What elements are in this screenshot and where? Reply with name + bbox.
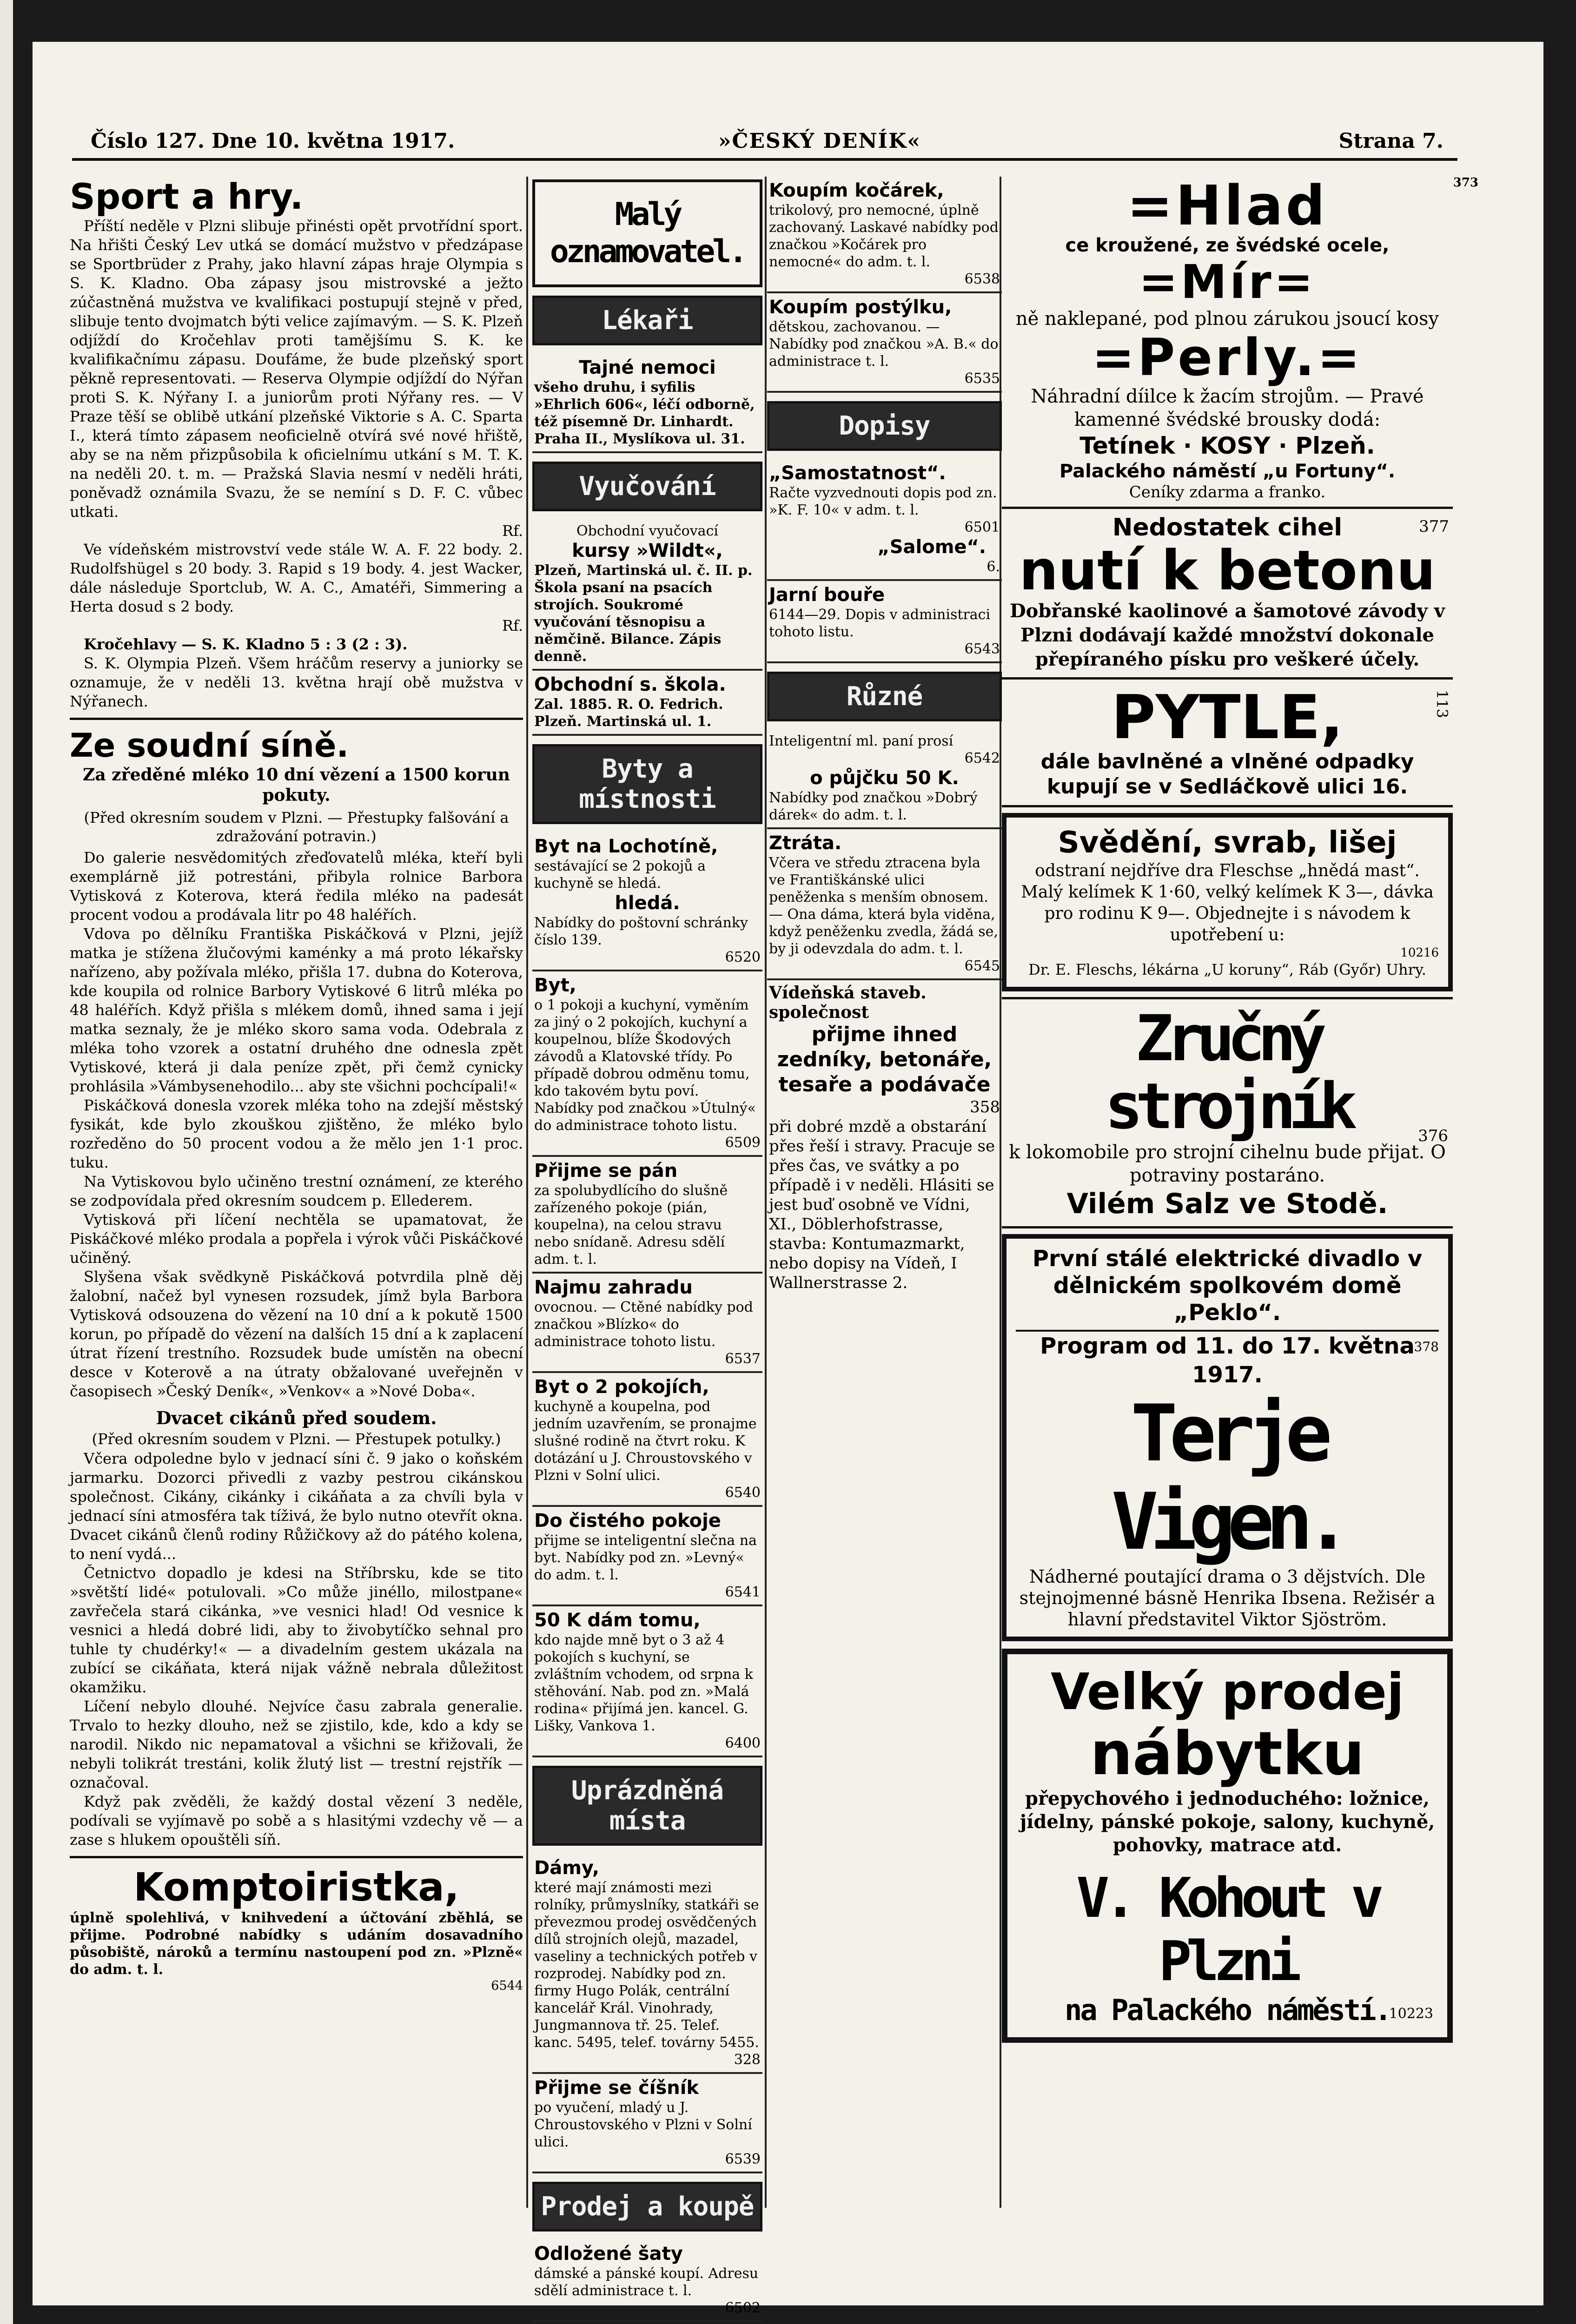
ad-text: Včera ve středu ztracena byla ve Františkánské ulici peněženka s menším obnosem. — Ona dáma, která byla viděna, když peněženku zvedla, žádá se, by ji odevzdala do adm. t. l. (769, 855, 998, 957)
ad-code: 328 (734, 2052, 761, 2068)
column-classifieds (532, 177, 762, 2316)
ad-title: Obchodní s. škola. (534, 674, 726, 695)
issue-date: Dne 10. května 1917. (212, 129, 455, 153)
column-classifieds-2 (767, 177, 1002, 2208)
ad-text: Nabídky do poštovní schránky číslo 139. (534, 915, 748, 948)
column-news (70, 177, 523, 2208)
ad-text: přijme se inteligentní slečna na byt. Nabídky pod zn. »Levný« do adm. t. l. (534, 1532, 757, 1583)
perly-heading: =Perly.= (1092, 328, 1363, 387)
ad-title: Koupím postýlku, (769, 297, 952, 318)
hlad-subtext: ce kroužené, ze švédské ocele, (1065, 235, 1390, 256)
ad-item (532, 2322, 762, 2324)
ad-item (532, 971, 762, 1157)
strojnik-heading: Zručný strojník (1105, 1002, 1350, 1143)
court-paragraph: Do galerie nesvědomitých zřeďovatelů mléka, kteří byli exemplárně již potrestáni, přibyla rolnice Barbora Vytisková z Koterova, která ředila mléko na padesát procent vodou a prodávala litr po 48 haléřích. (70, 849, 523, 924)
ad-code: 6539 (725, 2151, 761, 2167)
divider (1002, 805, 1453, 807)
ad-subtitle: Obchodní vyučovací (576, 523, 718, 539)
ad-item (532, 1157, 762, 1274)
svedeni-heading: Svědění, svrab, lišej (1058, 825, 1397, 860)
ad-code: 376 (1418, 1127, 1448, 1145)
ad-code: 358 (970, 1098, 1000, 1116)
ad-title: Dámy, (534, 1857, 600, 1879)
category-vyucovani: Vyučování (532, 462, 762, 511)
svedeni-text: odstraní nejdříve dra Fleschse „hnědá mast“. Malý kelímek K 1·60, velký kelímek K 3—, dávka pro rodinu K 9—. Objednejte i s návodem k upotřebení u: (1021, 861, 1434, 944)
ad-code: 6540 (725, 1485, 761, 1501)
ad-item (532, 354, 762, 453)
ad-title: Do čistého pokoje (534, 1510, 721, 1532)
terje-heading: Terje Vigen. (1111, 1388, 1344, 1567)
ad-title: o půjčku 50 K. (810, 767, 959, 789)
gypsy-paragraph: Včera odpoledne bylo v jednací síni č. 9 jako o koňském jarmarku. Dozorci přivedli z vazby pestrou cikánskou společnost. Cikány, cikánky i cikáňata a za chvíli byla v jednací síni atmosféra tak tíživá, že bylo nutno otevřít okna. Dvacet cikánů členů rodiny Růžičkovy až do pátého kolena, to není vydá... (70, 1450, 523, 1563)
ad-text: při dobré mzdě a obstarání přes řeší i stravy. Pracuje se přes čas, ve svátky a po případě i v neděli. Hlásiti se jest buď osobně ve Vídni, XI., Döblerhofstrasse, stavba: Kontumazmarkt, nebo dopisy na Vídeň, I Wallnerstrasse 2. (769, 1117, 995, 1292)
ad-text: kdo najde mně byt o 3 až 4 pokojích s kuchyní, se zvláštním vchodem, od srpna k stěhování. Nab. pod zn. »Malá rodina« přijímá jen. kancel. G. Lišky, Vankova 1. (534, 1632, 753, 1734)
program-dates: Program od 11. do 17. května 1917. (1040, 1333, 1415, 1388)
signature: Rf. (502, 522, 523, 540)
ad-item (532, 1373, 762, 1507)
sport-result: Kročehlavy — S. K. Kladno 5 : 3 (2 : 3). (84, 635, 408, 653)
ad-title: kursy »Wildt«, (572, 540, 723, 561)
svedeni-ad (1002, 813, 1453, 991)
ad-code: 6537 (725, 1351, 761, 1367)
court-paragraph: Vdova po dělníku Františka Piskáčková v Plzni, jejíž matka je stížena žlučovými kaménky a má proto lékařsky nařízeno, aby požívala mléko, přišla 17. dubna do Koterova, kde koupila od rolnice Barbory Vytiskové 6 litrů mléka po 48 haléřích. Když přišla s mlékem domů, ihned sama i její matka seznaly, že je mléko skoro sama voda. Odebrala z mléka toho vzorek a ostatní druhého dne odnesla zpět Vytiskové, která ji dala peníze zpět, při čemž cynicky prohlásila »Vámbysenehodilo... aby ste všichni pochcípali!« (70, 925, 523, 1095)
ad-text: po vyučení, mladý u J. Chroustovského v Plzni v Solní ulici. (534, 2100, 752, 2150)
divadlo-title: První stálé elektrické divadlo v dělnickém spolkovém domě „Peklo“. (1016, 1245, 1439, 1332)
betonu-heading: nutí k betonu (1019, 538, 1436, 602)
beton-text: Dobřanské kaolinové a šamotové závody v Plzni dodávají každé množství dokonale přepíraného písku pro veškeré účely. (1009, 600, 1445, 670)
terje-text: Nádherné poutající drama o 3 dějstvích. Dle stejnojmenné básně Henrika Ibsena. Režisér a hlavní představitel Viktor Sjöström. (1019, 1566, 1436, 1630)
ad-code: 6535 (964, 370, 1000, 387)
ad-text: Nabídky pod značkou »Dobrý dárek« do adm. t. l. (769, 790, 978, 823)
divider (1002, 1226, 1453, 1228)
ad-item (532, 832, 762, 971)
ad-item (767, 177, 1002, 293)
sport-paragraph: S. K. Olympia Plzeň. Všem hráčům reservy a juniorky se oznamuje, že v neděli 13. května hrají obě mužstva v Nýřanech. (70, 654, 523, 710)
ad-item (767, 980, 1002, 1296)
newspaper-name: »ČESKÝ DENÍK« (718, 129, 921, 153)
ad-title: Ztráta. (769, 832, 842, 854)
category-byty: Byty a místnosti (532, 744, 762, 824)
ad-item (767, 581, 1002, 663)
perly-text: Náhradní díilce k žacím strojům. — Pravé kamenné švédské brousky dodá: (1031, 386, 1424, 430)
gypsy-note: (Před okresním soudem v Plzni. — Přestupek potulky.) (92, 1430, 501, 1448)
ad-text: sestávající se 2 pokojů a kuchyně se hledá. (534, 858, 706, 891)
divider (1002, 997, 1453, 999)
ad-text: Račte vyzvednouti dopis pod zn. »K. F. 10« v adm. t. l. (769, 485, 997, 518)
ad-code: 378 (1414, 1339, 1439, 1354)
tetinek-ceniky: Ceníky zdarma a franko. (1129, 483, 1326, 502)
divadlo-ad (1002, 1234, 1453, 1641)
nabytku-heading: nábytku (1090, 1719, 1364, 1789)
ad-title: Tajné nemoci (579, 357, 716, 378)
court-paragraph: Piskáčková donesla vzorek mléka toho na zdejší městský fysikát, kde bylo zkouškou zjištěno, že mléko bylo rozředěno do 50 procent vodou a že mělo jen 1·1 proc. tuku. (70, 1096, 523, 1171)
nedostatek-heading: Nedostatek cihel (1112, 514, 1343, 541)
ad-text: dětskou, zachovanou. — Nabídky pod značkou »A. B.« do administrace t. l. (769, 319, 999, 370)
ad-title: „Samostatnost“. (769, 462, 946, 484)
column-rule (765, 177, 767, 2208)
komptoiristka-text: úplně spolehlivá, v knihvedení a účtování zběhlá, se přijme. Podrobné nabídky s udáním dosavadního působiště, nároků a termínu nastoupení pod zn. »Plzně« do adm. t. l. (70, 1910, 523, 1978)
ad-code: 6543 (964, 641, 1000, 657)
court-paragraph: Vytisková při líčení nechtěla se upamatovat, že Piskáčkové mléko prodala a popřela i výrok vůči Piskáčkové učiněný. (70, 1211, 523, 1267)
nabytku-text: přepychového i jednoduchého: ložnice, jídelny, pánské pokoje, salony, kuchyně, pohovky, matrace atd. (1020, 1788, 1435, 1856)
tetinek-name: Tetínek · KOSY · Plzeň. (1079, 432, 1375, 459)
page-number: Strana 7. (1338, 129, 1444, 153)
ad-title: Byt, (534, 975, 576, 996)
tetinek-address: Palackého náměstí „u Fortuny“. (1059, 461, 1396, 482)
ad-item (532, 671, 762, 736)
ad-text: za spolubydlícího do slušně zařízeného pokoje (pián, koupelna), na celou stravu nebo snídaně. Adresu sdělí adm. t. l. (534, 1182, 728, 1268)
column-rule (526, 177, 528, 2208)
beton-ad (1002, 514, 1453, 672)
strojnik-text: k lokomobile pro strojní cihelnu bude přijat. O potraviny postaráno. (1009, 1142, 1446, 1186)
svedeni-address: Dr. E. Fleschs, lékárna „U koruny“, Ráb (Győr) Uhry. (1028, 961, 1426, 978)
classifieds-title: Malý oznamovatel. (532, 179, 762, 287)
ad-title: přijme ihned zedníky, betonáře, tesaře a podávače (777, 1023, 992, 1096)
issue-number: Číslo 127. (91, 129, 205, 153)
ad-title: Odložené šaty (534, 2243, 683, 2265)
ad-text: o 1 pokoji a kuchyní, vyměním za jiný o 2 pokojích, kuchyní a koupelnou, blíže Škodových závodů a Klatovské třídy. Po případě dobrou odměnu tomu, kdo takovém bytu poví. Nabídky pod značkou »Útulný« do administrace tohoto listu. (534, 997, 756, 1134)
ad-title: 50 K dám tomu, (534, 1610, 701, 1631)
ad-title: Přijme se pán (534, 1160, 678, 1182)
ad-code: 6542 (964, 750, 1000, 766)
ad-text: Inteligentní ml. paní prosí (769, 733, 954, 749)
ad-title: „Salome“. (877, 536, 986, 558)
ad-title: Jarní bouře (769, 584, 885, 606)
court-paragraph: Na Vytiskovou bylo učiněno trestní oznámení, ze kterého se zodpovídala před okresním soudcem p. Ellederem. (70, 1173, 523, 1209)
gypsy-paragraph: Líčení nebylo dlouhé. Nejvíce času zabrala generalie. Trvalo to hezky dlouho, než se zjistilo, kde, kdo a kdy se narodil. Nikdo nic nepamatoval a všichni se křižovali, že nebyli tolikrát trestáni, kolik žlutý list — trestní rejstřík — označoval. (70, 1697, 523, 1791)
ad-item (532, 1507, 762, 1606)
ad-text: Zal. 1885. R. O. Fedrich. Plzeň. Martinská ul. 1. (534, 696, 723, 730)
salz-name: Vilém Salz ve Stodě. (1066, 1188, 1388, 1220)
ad-title: hledá. (615, 892, 680, 914)
ad-item (532, 2240, 762, 2322)
signature: Rf. (502, 617, 523, 634)
ad-code: 113 (1433, 690, 1451, 719)
ad-item (767, 829, 1002, 980)
gypsy-paragraph: Když pak zvěděli, že každý dostal vězení 3 neděle, podívali se vyjímavě po sobě a s hlasitými vzdechy vě — a zase s hlukem opouštěli síň. (70, 1793, 523, 1849)
ad-text: trikolový, pro nemocné, úplně zachovaný. Laskavé nabídky pod značkou »Kočárek pro nemocné« do adm. t. l. (769, 202, 999, 270)
ad-code: 6400 (725, 1735, 761, 1751)
kohout-heading: V. Kohout v Plzni (1076, 1866, 1378, 1993)
ad-title: Najmu zahradu (534, 1277, 693, 1298)
ad-item (532, 520, 762, 671)
pytle-ad (1002, 682, 1453, 799)
ad-text: kuchyně a koupelna, pod jedním uzavřením, se pronajme slušné rodině na čtvrt roku. K dotázání u J. Chroustovského v Plzni v Solní ulici. (534, 1399, 757, 1484)
ad-code: 6544 (491, 1979, 523, 1993)
divider (1002, 677, 1453, 680)
category-ruzne: Různé (767, 672, 1002, 721)
sport-title: Sport a hry. (70, 176, 304, 217)
gypsy-title: Dvacet cikánů před soudem. (156, 1407, 437, 1428)
ad-text: všeho druhu, i syfilis »Ehrlich 606«, léčí odborně, též písemně Dr. Linhardt. Praha II., Myslíkova ul. 31. (534, 379, 755, 447)
gypsy-paragraph: Četnictvo dopadlo je kdesi na Stříbrsku, kde se tito »světští lidé« potulovali. »Co může jinéllo, milostpane« zavřečela stará cikánka, »ve vesnici hlad! Od vesnice k vesnici a hledá dobré lidi, aby to živobytíčko sehnal pro tuhle ty chudérky!« — a divadelním gestem ukázala na zubící se cikáňata, která nijak vážně nebrala důležitost okamžiku. (70, 1564, 523, 1696)
ad-code: 6509 (725, 1135, 761, 1151)
ad-code: 377 (1419, 517, 1449, 536)
ad-text: které mají známosti mezi rolníky, průmyslníky, statkáři se převezmou prodej osvědčených dílů strojních olejů, mazadel, vaseliny a technických potřeb v rozprodej. Nabídky pod zn. firmy Hugo Polák, centrální kancelář Král. Vinohrady, Jungmannova tř. 25. Telef. kanc. 5495, telef. továrny 5455. (534, 1880, 759, 2051)
ad-item (532, 1274, 762, 1373)
category-uprazdnena-mista: Uprázdněná místa (532, 1766, 762, 1846)
ad-title: Byt na Lochotíně, (534, 836, 718, 857)
ad-code: 6538 (964, 271, 1000, 287)
column-display-ads (1002, 173, 1453, 2208)
court-subtitle: Za zředěné mléko 10 dní vězení a 1500 korun pokuty. (83, 765, 510, 805)
ad-text: ovocnou. — Ctěné nabídky pod značkou »Blízko« do administrace tohoto listu. (534, 1299, 753, 1350)
kohout-address: na Palackého náměstí. (1065, 1993, 1390, 2027)
strojnik-ad (1002, 1002, 1453, 1221)
ad-title: Koupím kočárek, (769, 180, 944, 201)
ad-item (767, 459, 1002, 581)
page-corner-number: 373 (1453, 176, 1478, 190)
divider (70, 718, 523, 720)
page-header (72, 125, 1457, 161)
category-prodej-koupe: Prodej a koupě (532, 2182, 762, 2232)
sport-paragraph: Ve vídeňském mistrovství vede stále W. A. F. 22 body. 2. Rudolfshügel s 20 body. 3. Rapid s 19 body. 4. jest Wacker, dále následuje Sportclub, W. A. C., Amatéři, Simmering a Herta dosud s 2 body. (70, 541, 523, 615)
ad-item (767, 293, 1002, 393)
mir-subtext: ně naklepané, pod plnou zárukou jsoucí kosy (1015, 308, 1439, 330)
ad-code: 10223 (1389, 2006, 1433, 2022)
ad-text: dámské a pánské koupí. Adresu sdělí administrace t. l. (534, 2265, 759, 2299)
court-paragraph: Slyšena však svědkyně Piskáčková potvrdila plně děj žalobní, načež byl vynesen rozsudek, jímž byla Barbora Vytisková odsouzena do vězení na 10 dní a k pokutě 1500 korun, po případě do vězení na dalších 15 dní a k zaplacení útrat řízení trestního. Rozsudek bude umístěn na obecní desce v Koterově a na útraty obžalované uveřejněn v časopisech »Český Deník«, »Venkov« a »Nové Doba«. (70, 1268, 523, 1400)
ad-code: 6. (987, 559, 1000, 575)
hlad-heading: =Hlad (1126, 173, 1328, 238)
ad-text: Plzeň, Martinská ul. č. II. p. Škola psaní na psacích strojích. Soukromé vyučování těsnopisu a němčině. Bilance. Zápis denně. (534, 562, 753, 665)
court-title: Ze soudní síně. (70, 726, 349, 765)
ad-item (532, 2074, 762, 2173)
ad-code: 6501 (964, 519, 1000, 535)
ad-code: 6520 (725, 949, 761, 965)
divider (1002, 507, 1453, 509)
ad-code: 10216 (1400, 946, 1439, 960)
category-dopisy: Dopisy (767, 401, 1002, 451)
ad-item (767, 730, 1002, 829)
pytle-text: dále bavlněné a vlněné odpadky kupují se v Sedláčkově ulici 16. (1040, 750, 1414, 799)
ad-item (532, 1606, 762, 1757)
divider (70, 1856, 523, 1858)
ad-title: Vídeňská staveb. společnost (769, 983, 927, 1022)
ad-code: 6545 (964, 958, 1000, 974)
velky-heading: Velký prodej (1050, 1663, 1404, 1721)
scan-left-strip (0, 0, 13, 2324)
ad-code: 6502 (725, 2300, 761, 2316)
komptoiristka-title: Komptoiristka, (133, 1864, 459, 1910)
pytle-heading: PYTLE, (1111, 682, 1344, 753)
sport-paragraph: Příští neděle v Plzni slibuje přinésti opět prvotřídní sport. Na hřišti Český Lev utká se domácí mužstvo v předzápase se Sportbrüder z Prahy, jako hlavní zápas hraje Olympia s S. K. Kladno. Oba zápasy jsou mistrovské a ježto zúčastněná mužstva ve kvalifikaci postupují stejně v před, slibuje tento dvojmatch býti velice zajímavým. — S. K. Plzeň odjíždí do Kročehlav proti tamějšímu S. K. ke kvalifikačnímu zápasu. Doufáme, že bude plzeňský sport pěkně representovati. — Reserva Olympie odjíždí do Nýřan proti S. K. Nýřany I. a juniorům proti Nýřany res. — V Praze těší se oblibě utkání plzeňské Viktorie s A. C. Sparta I., která tímto zápasem neoficielně otvírá své nové hřiště, aby se na něm přizpůsobila k oficielnímu utkání s M. T. K. na neděli 20. t. m. — Pražská Slavia nesmí v neděli hráti, poněvadž oznámila Svazu, že se nemíní s D. F. C. vůbec utkati. (70, 217, 523, 521)
court-note: (Před okresním soudem v Plzni. — Přestupky falšování a zdražování potravin.) (84, 809, 509, 845)
ad-text: 6144—29. Dopis v administraci tohoto listu. (769, 607, 991, 640)
ad-item (532, 1854, 762, 2074)
ad-code: 6541 (725, 1584, 761, 1600)
mir-heading: =Mír= (1139, 255, 1316, 309)
category-lekari: Lékaři (532, 296, 762, 345)
nabytek-ad (1002, 1649, 1453, 2043)
ad-title: Přijme se číšník (534, 2077, 699, 2099)
ad-title: Byt o 2 pokojích, (534, 1376, 709, 1398)
